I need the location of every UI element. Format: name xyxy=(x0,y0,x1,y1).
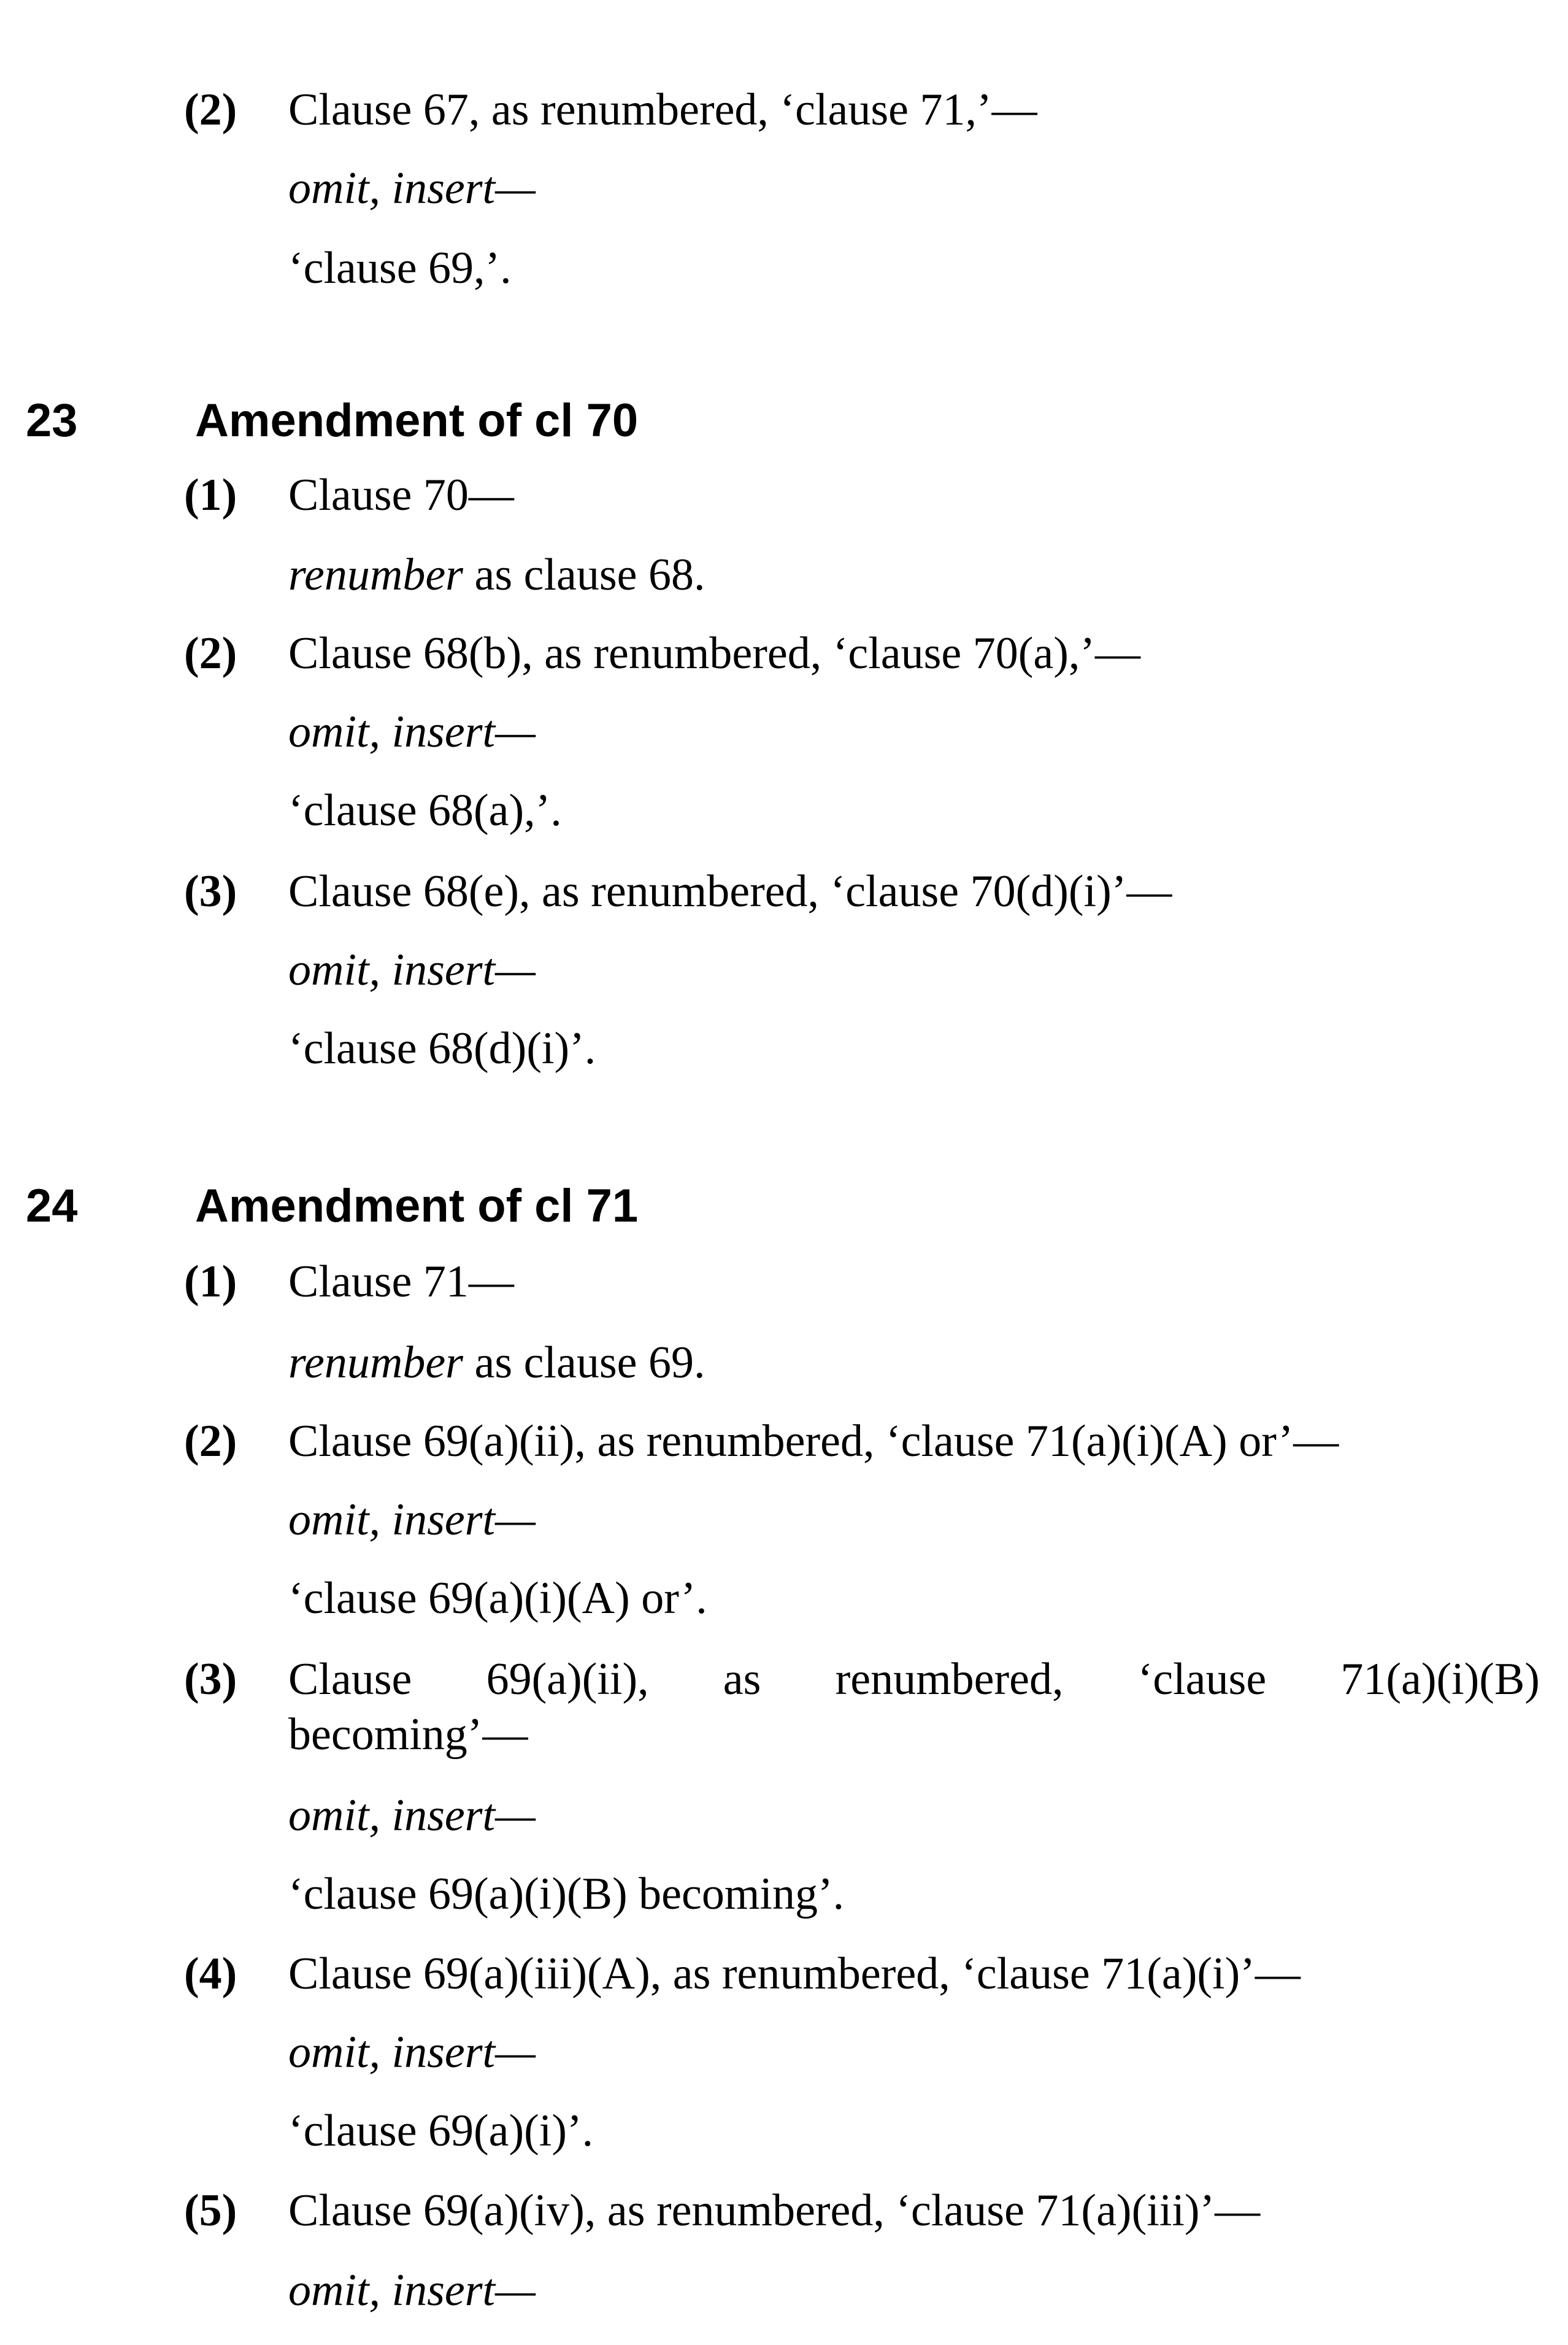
amendment-action: omit, insert— xyxy=(288,2027,536,2077)
amendment-action: omit, insert— xyxy=(288,2265,536,2316)
renumber-word: renumber xyxy=(288,1338,463,1388)
section-heading: Amendment of cl 71 xyxy=(195,1180,639,1232)
subclause-text: Clause 70— xyxy=(288,470,514,520)
word: Clause xyxy=(288,1654,412,1704)
word: as xyxy=(723,1654,761,1704)
section-heading: Amendment of cl 70 xyxy=(195,395,639,447)
word: renumbered, xyxy=(835,1654,1064,1704)
subclause-number: (2) xyxy=(184,1416,237,1466)
subclause-text: Clause 71— xyxy=(288,1257,514,1307)
replacement-text: ‘clause 68(d)(i)’. xyxy=(288,1023,596,1074)
word: 69(a)(ii), xyxy=(486,1654,649,1704)
renumber-target: as clause 68. xyxy=(463,550,705,600)
amendment-action: omit, insert— xyxy=(288,707,536,757)
subclause-text: Clause 69(a)(iv), as renumbered, ‘clause 71(a)(iii)’— xyxy=(288,2185,1261,2236)
subclause-number: (2) xyxy=(184,628,237,679)
subclause-text: Clause 69(a)(iii)(A), as renumbered, ‘clause 71(a)(i)’— xyxy=(288,1949,1301,1999)
subclause-number: (5) xyxy=(184,2185,237,2236)
word: 71(a)(i)(B) xyxy=(1340,1654,1540,1704)
subclause-text: Clause 68(e), as renumbered, ‘clause 70(d)(i)’— xyxy=(288,866,1172,917)
renumber-target: as clause 69. xyxy=(463,1338,705,1388)
amendment-action: omit, insert— xyxy=(288,1495,536,1545)
section-number: 24 xyxy=(26,1180,78,1232)
subclause-number: (3) xyxy=(184,1654,237,1704)
subclause-number: (1) xyxy=(184,470,237,520)
replacement-text: ‘clause 69(a)(i)(A) or’. xyxy=(288,1573,707,1623)
subclause-text-line1 xyxy=(288,1654,1540,1704)
replacement-text: ‘clause 68(a),’. xyxy=(288,785,562,836)
subclause-text: Clause 67, as renumbered, ‘clause 71,’— xyxy=(288,85,1037,135)
replacement-text: ‘clause 69(a)(i)(B) becoming’. xyxy=(288,1869,845,1919)
renumber-instruction xyxy=(288,552,705,598)
subclause-number: (3) xyxy=(184,866,237,917)
subclause-number: (1) xyxy=(184,1257,237,1307)
subclause-text: Clause 68(b), as renumbered, ‘clause 70(a),’— xyxy=(288,628,1141,679)
renumber-word: renumber xyxy=(288,550,463,600)
amendment-action: omit, insert— xyxy=(288,945,536,995)
replacement-text: ‘clause 69,’. xyxy=(288,243,512,293)
replacement-text: ‘clause 69(a)(i)’. xyxy=(288,2106,594,2156)
subclause-text-line2: becoming’— xyxy=(288,1709,528,1760)
subclause-text: Clause 69(a)(ii), as renumbered, ‘clause 71(a)(i)(A) or’— xyxy=(288,1416,1339,1466)
amendment-action: omit, insert— xyxy=(288,163,536,214)
subclause-number: (2) xyxy=(184,85,237,135)
word: ‘clause xyxy=(1137,1654,1267,1704)
amendment-action: omit, insert— xyxy=(288,1790,536,1841)
renumber-instruction xyxy=(288,1338,705,1388)
section-number: 23 xyxy=(26,395,78,447)
subclause-number: (4) xyxy=(184,1949,237,1999)
